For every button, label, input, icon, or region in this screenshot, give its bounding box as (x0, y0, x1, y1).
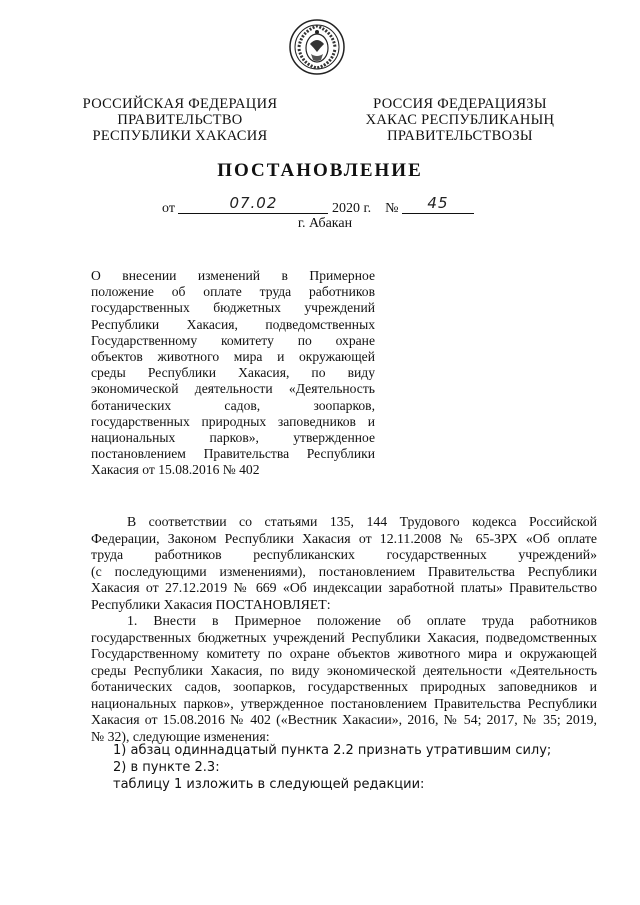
subject-line: экономической деятельности «Деятельность (91, 381, 375, 397)
list-item: 1) абзац одиннадцатый пункта 2.2 признать утратившим силу; (113, 743, 552, 758)
header-right-line: ПРАВИТЕЛЬСТВОЗЫ (387, 128, 533, 144)
body-text (91, 514, 597, 745)
item1-line: государственных бюджетных учреждений Республики Хакасия, подведомственных (91, 629, 597, 645)
preamble-line: труда работников республиканских государственных учреждений» (91, 547, 597, 562)
subject-line: Республики Хакасия, подведомственных (91, 316, 375, 332)
list-item: 2) в пункте 2.3: (113, 760, 220, 775)
subject-line: ботанических садов, зоопарков, (91, 397, 375, 413)
handwritten-number: 45 (427, 194, 449, 212)
number-sign: № (385, 201, 399, 216)
date-blank (178, 194, 328, 214)
subject-line: постановлением Правительства Республики (91, 446, 375, 462)
subject-line: Хакасия от 15.08.2016 № 402 (91, 462, 260, 478)
header-right-line: ХАКАС РЕСПУБЛИКАНЫҢ (365, 112, 555, 128)
date-prefix: от (162, 201, 175, 216)
subject-line: Государственному комитету по охране (91, 332, 375, 348)
subject-line: объектов животного мира и окружающей (91, 349, 375, 365)
preamble-line: Федерации, Законом Республики Хакасия от 12.11.2008 № 65-ЗРХ «Об оплате (91, 530, 597, 546)
preamble-line: (с последующими изменениями), постановлением Правительства Республики (91, 563, 597, 579)
header-right-khakas (360, 96, 560, 144)
item1-line: 1. Внести в Примерное положение об оплате труда работников (127, 613, 597, 628)
item1-line: Хакасия от 15.08.2016 № 402 («Вестник Хакасии», 2016, № 54; 2017, № 35; 2019, (91, 712, 597, 727)
item1-line: Государственному комитету по охране объектов животного мира и окружающей (91, 646, 597, 661)
document-type-title: ПОСТАНОВЛЕНИЕ (217, 160, 423, 181)
subject-line: национальных парков», утвержденное (91, 430, 375, 446)
header-left-russian (80, 96, 280, 144)
header-left-line: ПРАВИТЕЛЬСТВО (117, 112, 243, 128)
date-number-line (162, 194, 474, 217)
coat-of-arms-emblem (288, 18, 346, 76)
preamble-line: В соответствии со статьями 135, 144 Трудового кодекса Российской (127, 514, 597, 529)
header-left-line: РЕСПУБЛИКИ ХАКАСИЯ (92, 128, 268, 144)
item1-line: ботанических садов, зоопарков, государственных природных заповедников и (91, 679, 597, 694)
subject-line: среды Республики Хакасия, по виду (91, 365, 375, 381)
date-year: 2020 г. (331, 201, 372, 216)
item1-line: национальных парков», утвержденное постановлением Правительства Республики (91, 695, 597, 711)
header-right-line: РОССИЯ ФЕДЕРАЦИЯЗЫ (373, 96, 547, 112)
list-item: таблицу 1 изложить в следующей редакции: (113, 777, 425, 792)
subject-block (91, 268, 375, 479)
city-name: г. Абакан (297, 216, 353, 231)
handwritten-date: 07.02 (229, 194, 278, 212)
subject-line: положение об оплате труда работников (91, 284, 375, 300)
header-left-line: РОССИЙСКАЯ ФЕДЕРАЦИЯ (82, 96, 278, 112)
subject-line: государственных природных заповедников и (91, 413, 375, 429)
subject-line: О внесении изменений в Примерное (91, 268, 375, 283)
subject-line: государственных бюджетных учреждений (91, 300, 375, 316)
preamble-line: Хакасия от 27.12.2019 № 669 «Об индексации заработной платы» Правительство (91, 580, 597, 595)
preamble-line: Республики Хакасия ПОСТАНОВЛЯЕТ: (91, 596, 331, 612)
number-blank (402, 194, 474, 214)
item1-line: № 32), следующие изменения: (91, 728, 270, 744)
item1-line: среды Республики Хакасия, по виду экономической деятельности «Деятельность (91, 662, 597, 678)
